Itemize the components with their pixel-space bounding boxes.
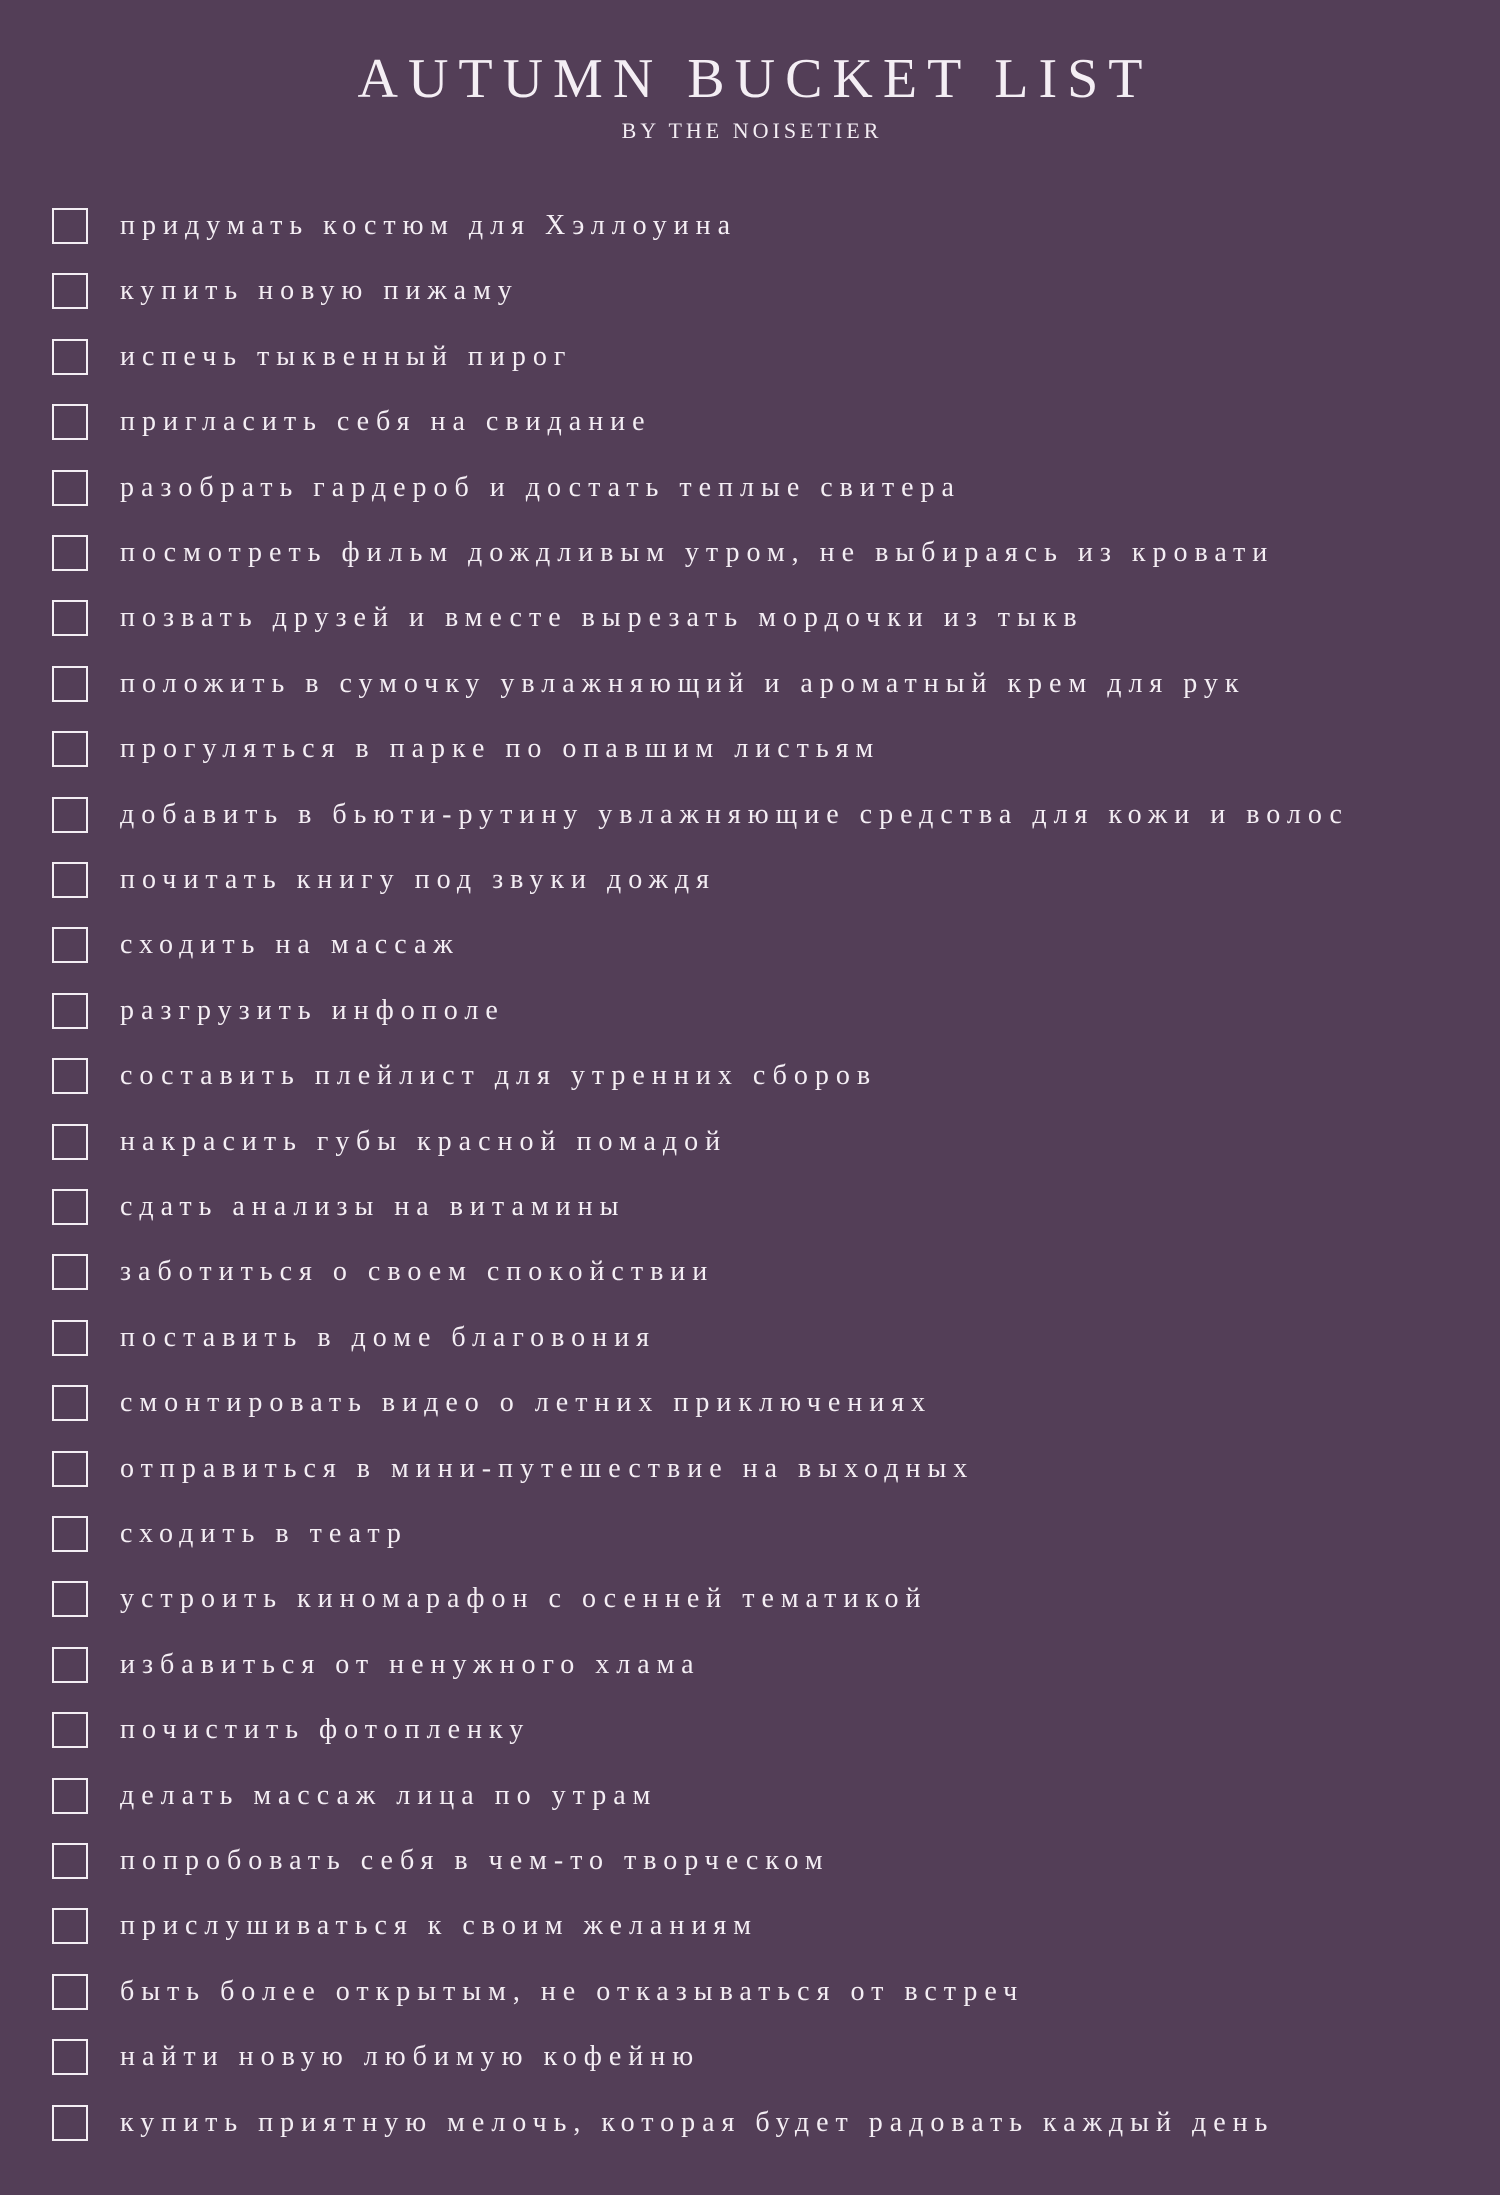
list-item-label: почистить фотопленку (120, 1714, 531, 1746)
list-item-label: разобрать гардероб и достать теплые свитера (120, 471, 961, 503)
list-item[interactable] (52, 1645, 701, 1685)
checkbox[interactable] (52, 666, 88, 702)
list-item-label: сходить в театр (120, 1518, 408, 1549)
list-item[interactable] (52, 1710, 530, 1750)
list-item-label: избавиться от ненужного хлама (120, 1648, 701, 1680)
list-item[interactable] (52, 860, 716, 900)
list-item[interactable] (52, 925, 460, 965)
list-item-label: смонтировать видео о летних приключениях (120, 1387, 933, 1419)
checkbox[interactable] (52, 339, 88, 375)
list-item[interactable] (52, 991, 505, 1031)
list-item[interactable] (52, 1449, 974, 1489)
list-item-label: отправиться в мини-путешествие на выходных (120, 1452, 975, 1484)
list-item-label: прислушиваться к своим желаниям (120, 1910, 758, 1942)
list-item-label: заботиться о своем спокойствии (120, 1256, 715, 1288)
list-item[interactable] (52, 1056, 877, 1096)
checkbox[interactable] (52, 1974, 88, 2010)
list-item[interactable] (52, 337, 572, 377)
checkbox[interactable] (52, 2105, 88, 2141)
list-item-label: купить приятную мелочь, которая будет радовать каждый день (120, 2106, 1275, 2138)
list-item-label: поставить в доме благовония (120, 1321, 657, 1353)
checkbox[interactable] (52, 1254, 88, 1290)
list-item[interactable] (52, 2103, 1274, 2143)
checkbox[interactable] (52, 1712, 88, 1748)
page-subtitle: BY THE NOISETIER (621, 118, 883, 143)
list-item-label: разгрузить инфополе (120, 994, 505, 1026)
checkbox[interactable] (52, 600, 88, 636)
list-item-label: позвать друзей и вместе вырезать мордочки из тыкв (120, 602, 1084, 634)
list-item[interactable] (52, 468, 961, 508)
checkbox[interactable] (52, 1647, 88, 1683)
checkbox[interactable] (52, 1516, 88, 1552)
list-item[interactable] (52, 1318, 656, 1358)
list-item[interactable] (52, 1579, 928, 1619)
list-item-label: составить плейлист для утренних сборов (120, 1060, 878, 1092)
list-item-label: найти новую любимую кофейню (120, 2041, 701, 2073)
list-item-label: добавить в бьюти-рутину увлажняющие средства для кожи и волос (120, 798, 1349, 830)
list-item[interactable] (52, 533, 1274, 573)
checkbox[interactable] (52, 1058, 88, 1094)
checkbox[interactable] (52, 535, 88, 571)
list-item-label: устроить киномарафон с осенней тематикой (120, 1583, 928, 1615)
list-item[interactable] (52, 1776, 657, 1816)
list-item[interactable] (52, 1906, 758, 1946)
checkbox[interactable] (52, 1778, 88, 1814)
checkbox[interactable] (52, 927, 88, 963)
list-item[interactable] (52, 1187, 625, 1227)
checkbox[interactable] (52, 404, 88, 440)
checkbox[interactable] (52, 208, 88, 244)
list-item-label: положить в сумочку увлажняющий и ароматный крем для рук (120, 667, 1246, 699)
checkbox[interactable] (52, 273, 88, 309)
list-item[interactable] (52, 1122, 727, 1162)
checkbox[interactable] (52, 470, 88, 506)
list-item-label: пригласить себя на свидание (120, 406, 652, 438)
list-item-label: испечь тыквенный пирог (120, 340, 573, 372)
checkbox[interactable] (52, 1385, 88, 1421)
checkbox[interactable] (52, 862, 88, 898)
list-item-label: быть более открытым, не отказываться от встреч (120, 1975, 1025, 2007)
list-item-label: прогуляться в парке по опавшим листьям (120, 733, 881, 765)
checkbox[interactable] (52, 797, 88, 833)
list-item-label: сходить на массаж (120, 929, 460, 961)
list-item[interactable] (52, 598, 1084, 638)
list-item-label: накрасить губы красной помадой (120, 1125, 728, 1157)
list-item-label: посмотреть фильм дождливым утром, не выбираясь из кровати (120, 537, 1275, 568)
checkbox[interactable] (52, 993, 88, 1029)
list-item-label: купить новую пижаму (120, 275, 519, 307)
checkbox[interactable] (52, 1451, 88, 1487)
checkbox[interactable] (52, 1843, 88, 1879)
list-item-label: придумать костюм для Хэллоуина (120, 210, 737, 241)
page-title: AUTUMN BUCKET LIST (357, 48, 1153, 110)
list-item[interactable] (52, 795, 1349, 835)
checkbox[interactable] (52, 731, 88, 767)
list-item-label: попробовать себя в чем-то творческом (120, 1845, 830, 1876)
list-item[interactable] (52, 271, 519, 311)
list-item[interactable] (52, 729, 880, 769)
list-item-label: сдать анализы на витамины (120, 1191, 626, 1222)
checkbox[interactable] (52, 1320, 88, 1356)
checkbox[interactable] (52, 1124, 88, 1160)
checkbox[interactable] (52, 1581, 88, 1617)
checkbox[interactable] (52, 1908, 88, 1944)
list-item[interactable] (52, 1514, 408, 1554)
checkbox[interactable] (52, 2039, 88, 2075)
checkbox[interactable] (52, 1189, 88, 1225)
list-item[interactable] (52, 1383, 932, 1423)
list-item[interactable] (52, 1252, 714, 1292)
list-item-label: почитать книгу под звуки дождя (120, 864, 717, 895)
list-item[interactable] (52, 664, 1246, 704)
list-item[interactable] (52, 1841, 830, 1881)
list-item[interactable] (52, 402, 652, 442)
list-item-label: делать массаж лица по утрам (120, 1779, 658, 1811)
list-item[interactable] (52, 206, 737, 246)
list-item[interactable] (52, 1972, 1024, 2012)
list-item[interactable] (52, 2037, 700, 2077)
